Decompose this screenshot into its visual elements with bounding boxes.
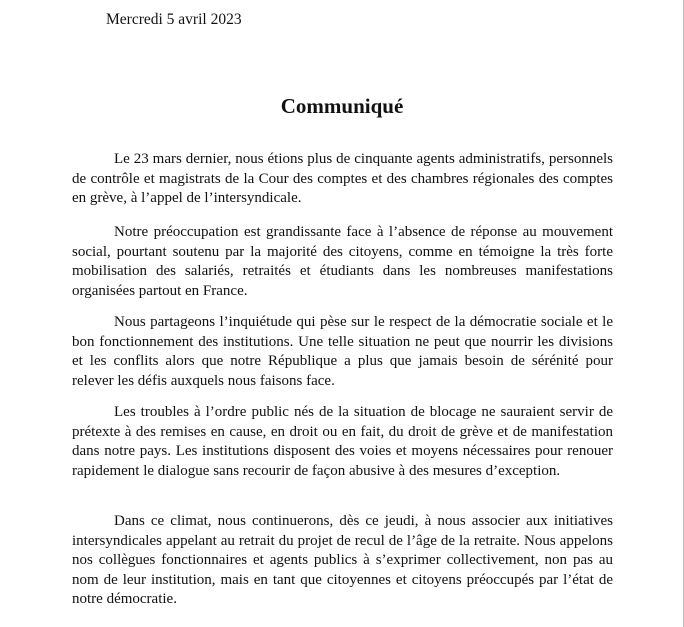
paragraph-strike-participation: Le 23 mars dernier, nous étions plus de cinquante agents administratifs, personnels de contrôle et magistrats de la Cour des comptes et des chambres régionales des comptes en grève, à l’appel de l’intersyndicale. xyxy=(72,151,613,207)
document-date: Mercredi 5 avril 2023 xyxy=(106,11,242,28)
paragraph-growing-concern: Notre préoccupation est grandissante face à l’absence de réponse au mouvement social, pourtant soutenu par la majorité des citoyens, comme en témoigne la très forte mobilisation des salariés, retraités et étudiants dans les nombreuses manifestations organisées partout en France. xyxy=(72,224,613,299)
paragraph-democracy-concern: Nous partageons l’inquiétude qui pèse sur le respect de la démocratie sociale et le bon fonctionnement des institutions. Une telle situation ne peut que nourrir les divisions et les conflits alors que notre République a plus que jamais besoin de sérénité pour relever les défis auxquels nous faisons face. xyxy=(72,314,613,389)
paragraph-public-order: Les troubles à l’ordre public nés de la situation de blocage ne sauraient servir de prétexte à des remises en cause, en droit ou en fait, du droit de grève et de manifestation dans notre pays. Les institutions disposent des voies et moyens nécessaires pour renouer rapidement le dialogue sans recourir de façon abusive à des mesures d’exception. xyxy=(72,404,613,479)
document-title: Communiqué xyxy=(280,94,404,118)
paragraph-call-to-action: Dans ce climat, nous continuerons, dès ce jeudi, à nous associer aux initiatives intersyndicales appelant au retrait du projet de recul de l’âge de la retraite. Nous appelons nos collègues fonctionnaires et agents publics à s’exprimer collectivement, non pas au nom de leur institution, mais en tant que citoyennes et citoyens préoccupés par l’état de notre démocratie. xyxy=(72,513,613,608)
